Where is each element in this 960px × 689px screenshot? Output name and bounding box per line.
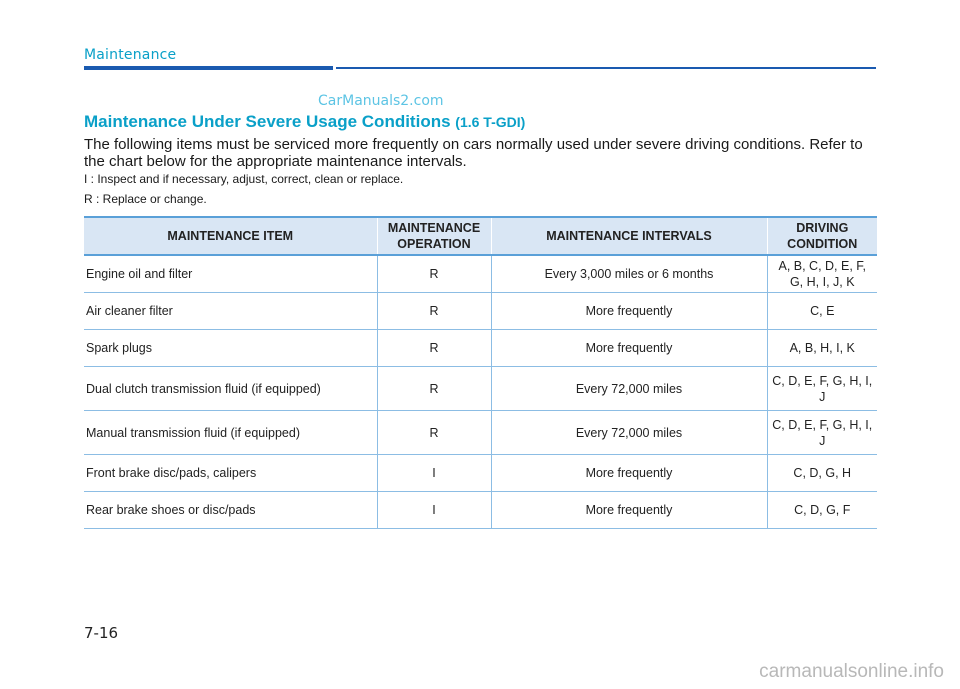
cell-interval: Every 72,000 miles	[491, 367, 767, 411]
page-title	[84, 112, 525, 132]
maintenance-table	[84, 216, 877, 529]
cell-interval: More frequently	[491, 492, 767, 529]
title-suffix: (1.6 T-GDI)	[455, 114, 526, 130]
table-row	[84, 255, 877, 293]
cell-interval: Every 72,000 miles	[491, 411, 767, 455]
page-number: 7-16	[84, 624, 119, 642]
cell-interval: Every 3,000 miles or 6 months	[491, 255, 767, 293]
cell-condition: C, D, E, F, G, H, I, J	[767, 367, 877, 411]
cell-condition: C, D, G, F	[767, 492, 877, 529]
cell-operation: I	[377, 455, 491, 492]
cell-item: Front brake disc/pads, calipers	[84, 455, 377, 492]
header-rule-light	[336, 67, 876, 69]
table-header-row	[84, 217, 877, 255]
cell-operation: I	[377, 492, 491, 529]
cell-item: Manual transmission fluid (if equipped)	[84, 411, 377, 455]
cell-condition: C, E	[767, 293, 877, 330]
legend-inspect: I : Inspect and if necessary, adjust, correct, clean or replace.	[84, 172, 404, 186]
cell-item: Engine oil and filter	[84, 255, 377, 293]
cell-item: Air cleaner filter	[84, 293, 377, 330]
table-row	[84, 293, 877, 330]
cell-interval: More frequently	[491, 455, 767, 492]
table-row	[84, 455, 877, 492]
title-text: Maintenance Under Severe Usage Conditions	[84, 112, 451, 131]
legend-replace: R : Replace or change.	[84, 192, 207, 206]
cell-operation: R	[377, 411, 491, 455]
cell-condition: C, D, G, H	[767, 455, 877, 492]
cell-operation: R	[377, 293, 491, 330]
cell-operation: R	[377, 330, 491, 367]
cell-item: Spark plugs	[84, 330, 377, 367]
cell-condition: A, B, C, D, E, F, G, H, I, J, K	[767, 255, 877, 293]
cell-condition: C, D, E, F, G, H, I, J	[767, 411, 877, 455]
header-operation: MAINTENANCE OPERATION	[377, 217, 491, 255]
cell-interval: More frequently	[491, 330, 767, 367]
cell-condition: A, B, H, I, K	[767, 330, 877, 367]
cell-item: Rear brake shoes or disc/pads	[84, 492, 377, 529]
cell-interval: More frequently	[491, 293, 767, 330]
header-condition: DRIVING CONDITION	[767, 217, 877, 255]
table-row	[84, 492, 877, 529]
watermark-top: CarManuals2.com	[318, 93, 444, 109]
table-row	[84, 367, 877, 411]
intro-paragraph: The following items must be serviced more frequently on cars normally used under severe driving conditions. Refer to the chart below for the appropriate maintenance intervals.	[84, 136, 863, 170]
cell-item: Dual clutch transmission fluid (if equipped)	[84, 367, 377, 411]
section-label: Maintenance	[84, 47, 177, 63]
watermark-bottom: carmanualsonline.info	[759, 661, 944, 682]
cell-operation: R	[377, 255, 491, 293]
table-row	[84, 411, 877, 455]
header-item: MAINTENANCE ITEM	[84, 217, 377, 255]
table-row	[84, 330, 877, 367]
cell-operation: R	[377, 367, 491, 411]
header-rule-dark	[84, 66, 333, 70]
header-interval: MAINTENANCE INTERVALS	[491, 217, 767, 255]
